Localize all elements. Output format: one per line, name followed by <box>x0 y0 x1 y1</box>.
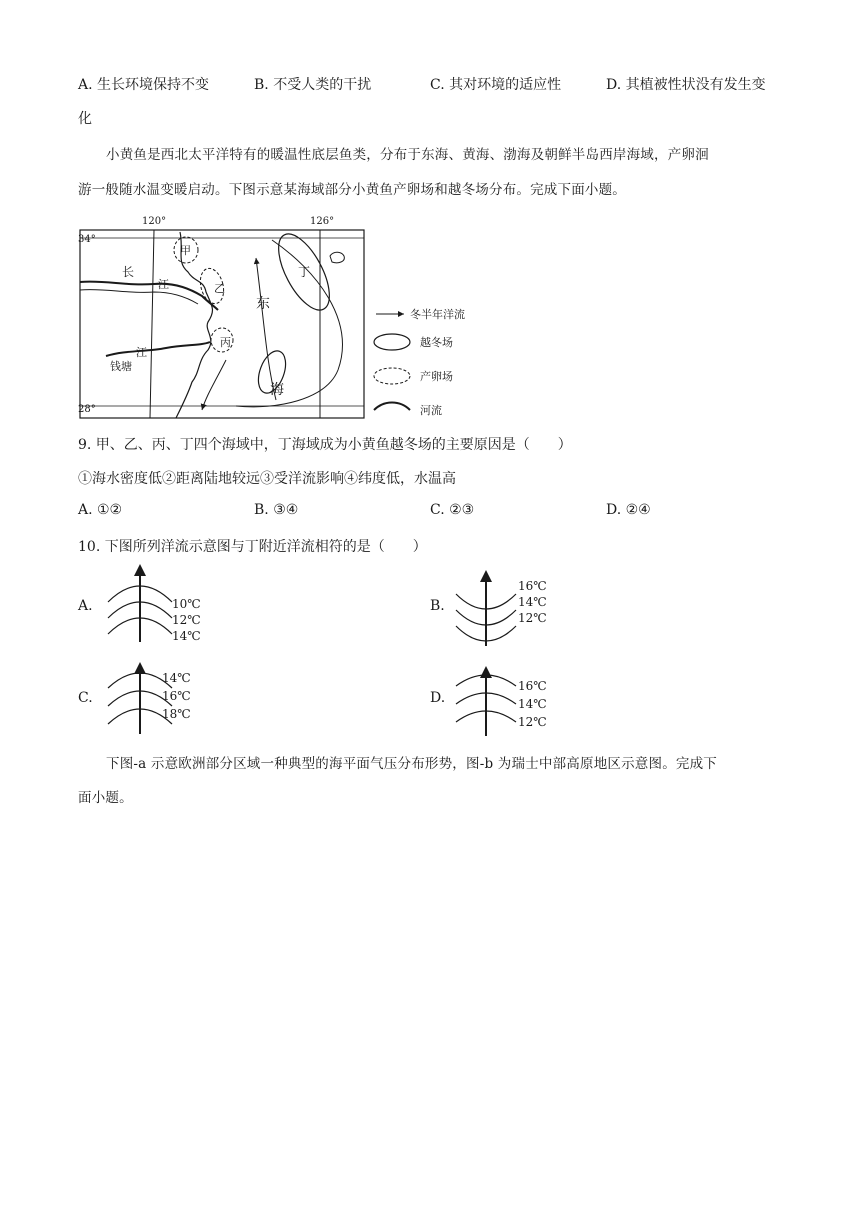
label-qiantang: 钱塘 <box>110 360 132 373</box>
next-intro-line-1: 下图-a 示意欧洲部分区域一种典型的海平面气压分布形势，图-b 为瑞士中部高原地区示意图。完成下 <box>106 756 717 772</box>
q9-option-a: A. ①② <box>78 502 123 518</box>
isotherm-label-3: 14℃ <box>172 629 201 643</box>
current-arrow-south <box>236 240 342 407</box>
isotherm-label-1: 16℃ <box>518 679 547 693</box>
label-hai: 海 <box>270 382 284 398</box>
label-jiang-1: 江 <box>158 278 169 291</box>
isotherm-label-3: 12℃ <box>518 715 547 729</box>
q8-option-a: A. 生长环境保持不变 <box>78 77 210 93</box>
island <box>330 252 344 263</box>
lon-120-label: 120° <box>142 216 167 227</box>
lat-34-label: 34° <box>78 234 96 245</box>
fish-distribution-map <box>76 210 516 422</box>
next-intro-line-2: 面小题。 <box>78 790 133 806</box>
label-yi: 乙 <box>214 282 225 295</box>
q10-stem: 10. 下图所列洋流示意图与丁附近洋流相符的是（ ） <box>78 539 427 555</box>
isotherm-label-1: 14℃ <box>162 671 191 685</box>
legend-current-label: 冬半年洋流 <box>410 308 465 321</box>
lon-126-label: 126° <box>310 216 335 227</box>
legend-river-icon <box>374 403 410 411</box>
legend-wintering-icon <box>374 334 410 350</box>
isotherm-label-2: 12℃ <box>172 613 201 627</box>
legend-river-label: 河流 <box>420 404 442 417</box>
label-ding: 丁 <box>298 265 311 279</box>
isotherm-label-2: 16℃ <box>162 689 191 703</box>
label-chang: 长 <box>122 265 135 279</box>
lat-28-label: 28° <box>78 404 96 415</box>
q9-statements: ①海水密度低②距离陆地较远③受洋流影响④纬度低，水温高 <box>78 471 456 487</box>
q8-option-c: C. 其对环境的适应性 <box>430 77 562 93</box>
q10-option-a-diagram <box>100 562 240 646</box>
legend-spawning-label: 产卵场 <box>420 370 453 383</box>
label-bing: 丙 <box>220 336 231 349</box>
label-dong: 东 <box>256 296 270 312</box>
isotherm-label-3: 18℃ <box>162 707 191 721</box>
label-jia: 甲 <box>180 244 191 257</box>
coastal-current-arrow <box>202 360 226 410</box>
q9-stem: 9. 甲、乙、丙、丁四个海域中，丁海域成为小黄鱼越冬场的主要原因是（ ） <box>78 437 572 453</box>
q8-option-b: B. 不受人类的干扰 <box>254 77 372 93</box>
isotherm-label-3: 12℃ <box>518 611 547 625</box>
legend-wintering-label: 越冬场 <box>420 336 453 349</box>
qiantang-river <box>106 342 210 356</box>
q10-option-b-diagram <box>450 566 590 650</box>
q9-option-d: D. ②④ <box>606 502 651 518</box>
q9-option-b: B. ③④ <box>254 502 299 518</box>
q10-option-b-label: B. <box>430 598 445 614</box>
q10-option-c-label: C. <box>78 690 93 706</box>
q10-option-d-label: D. <box>430 690 446 706</box>
q10-option-a-label: A. <box>78 598 93 614</box>
q9-option-c: C. ②③ <box>430 502 475 518</box>
isotherm-label-2: 14℃ <box>518 697 547 711</box>
q8-option-d-wrap: 化 <box>78 111 92 127</box>
q10-option-c-diagram <box>100 658 240 738</box>
label-jiang-2: 江 <box>136 346 147 359</box>
legend-spawning-icon <box>374 368 410 384</box>
isotherm-label-1: 16℃ <box>518 579 547 593</box>
yangtze-river <box>80 282 218 310</box>
q10-option-d-diagram <box>450 662 590 738</box>
q8-option-d: D. 其植被性状没有发生变 <box>606 77 766 93</box>
isotherm-label-2: 14℃ <box>518 595 547 609</box>
meridian-120 <box>150 230 154 418</box>
intro-line-2: 游一般随水温变暖启动。下图示意某海域部分小黄鱼产卵场和越冬场分布。完成下面小题。 <box>78 182 626 198</box>
isotherm-label-1: 10℃ <box>172 597 201 611</box>
intro-line-1: 小黄鱼是西北太平洋特有的暖温性底层鱼类，分布于东海、黄海、渤海及朝鲜半岛西岸海域，产卵洄 <box>106 147 709 163</box>
